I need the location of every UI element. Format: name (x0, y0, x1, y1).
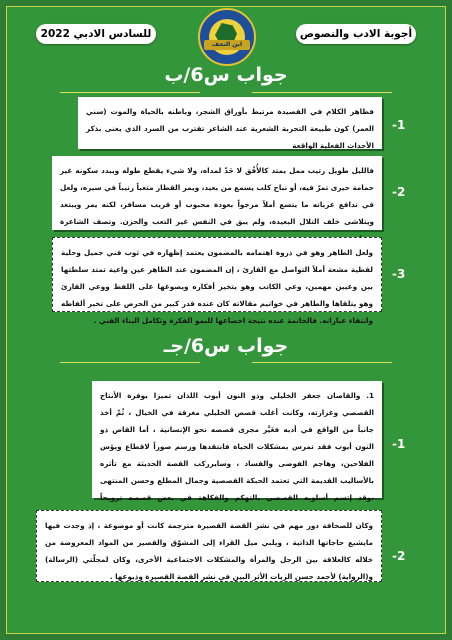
logo (198, 8, 256, 66)
subject-title-pill: أجوبة الادب والنصوص (296, 24, 416, 44)
answer-text: 1. والقاصان جعفر الخليلي وذو النون أيوب اللذان تميزا بوفرة الأنتاج القصصي وغزارته، وكانت أغلب قصص الخليلي مغرقة في الخيال ، ثُمّ أخذ جانباً من الواقع في أدبه فغَيَّر مجرى قصصه نحو الإنسانية ، أما القاص ذو النون أيوب فقد تمرس بمشكلات الحياة فانتقدها ورسم صوراً لاقطاع ويؤس الفلاحين، وهاجم الفوضى والفساد ، وسايرركب القصة الحديثة مع تأثره بالأساليب القديمة التي تعتمد الحبكة القصصية وجمال المطلع وحسن المنتهى ،وقد إتسم أسلوبه القصصي بالتهكم والفكاهة في بعض قصصه ترويحاً (100, 391, 374, 502)
section2-answer-1 (92, 381, 382, 502)
section1-answer-2 (52, 156, 382, 230)
section1-answer-3 (52, 237, 382, 325)
section2-heading: جواب س6/جـ (163, 335, 289, 357)
answer-text: فظاهر الكلام في القصيدة مرتبط بأوراق الشجر، وباطنه بالحياة والموت (سني العمر) كون طبيعة التجربة الشعرية عند الشاعر تقترب من السرد الذي يعنى بذكر الأحداث الفعلية الواقعة (86, 107, 374, 150)
section2-number-1: -1 (392, 437, 406, 451)
logo-banner (204, 40, 250, 50)
section1-rule-left (60, 92, 200, 93)
section2-rule-right (252, 362, 392, 363)
section1-number-2: -2 (392, 185, 406, 199)
answer-text: ولعل الطاهر وهو في ذروة اهتمامه بالمضمون يعتمد إظهاره في ثوب فني جميل وحلية لفظية مشعة أملاً التواصل مع القارئ ، إن المضمون عند الطاهر عين واعية تمتد سلطتها بين وعيين مهمين، وعي الكاتب وهو يتخير أفكاره ويصوغها على اللفظ ووعي القارئ وهو يتلقاها والطاهر في خواتيم مقالاته كان عنده قدر كبير من الحرص على تخير ألفاظه وانتقاء عباراته. فالخاتمة عنده نتيجة اخضاعها للنمو الفكرة وتكامل البناء الفني . (61, 248, 373, 325)
grade-title-pill: للسادس الادبي 2022 (36, 24, 156, 44)
section1-heading: جواب س6/ب (164, 64, 288, 86)
section1-rule-right (252, 92, 392, 93)
section2-answer-2 (36, 510, 382, 582)
logo-text: ابن النجف (211, 41, 243, 48)
section1-answer-1 (78, 97, 382, 149)
section2-rule-left (60, 362, 200, 363)
section1-number-3: -3 (392, 267, 406, 281)
answer-text: فالليل طويل رتيب ممل يمتد كالأُفُق لا حَدّ لمداه، ولا شيء يقطع طوله ويبدد سكونه غير حمامة حيرى تمرّ فيه، أو نباح كلب يسمع من بعيد، ويمر القطار متعباً رتيباً في سيره، ولعل في تدافع عرباته ما يتسع أملاً مرجواً بعودة محبوب أو قريب مسافر، لكنه يمر ويبتعد ويتلاشى خلف التلال البعيدة، ولم يبق في النفس غير التعب والحزن. وتصف الشاعرة (59, 166, 374, 226)
answer-text: وكان للصحافة دور مهم في نشر القصة القصيرة مترجمة كانت أو موضوعة ، إذ وجدت فيها مايشبع حاجاتها الذاتية ، ويلبي ميل القراء إلى المشوّق والقصير من المواد المعروضة من خلاله كالعلاقة بين الرجل والمرأة والمشكلات الاجتماعية الأخرى، وكان لمجلّتي (الرسالة) و(الرواية) لأحمد حسن الزيات الأثر البين في نشر القصة القصيرة وذيوعها . (45, 521, 373, 581)
section1-number-1: -1 (392, 118, 406, 132)
section2-number-2: -2 (392, 549, 406, 563)
